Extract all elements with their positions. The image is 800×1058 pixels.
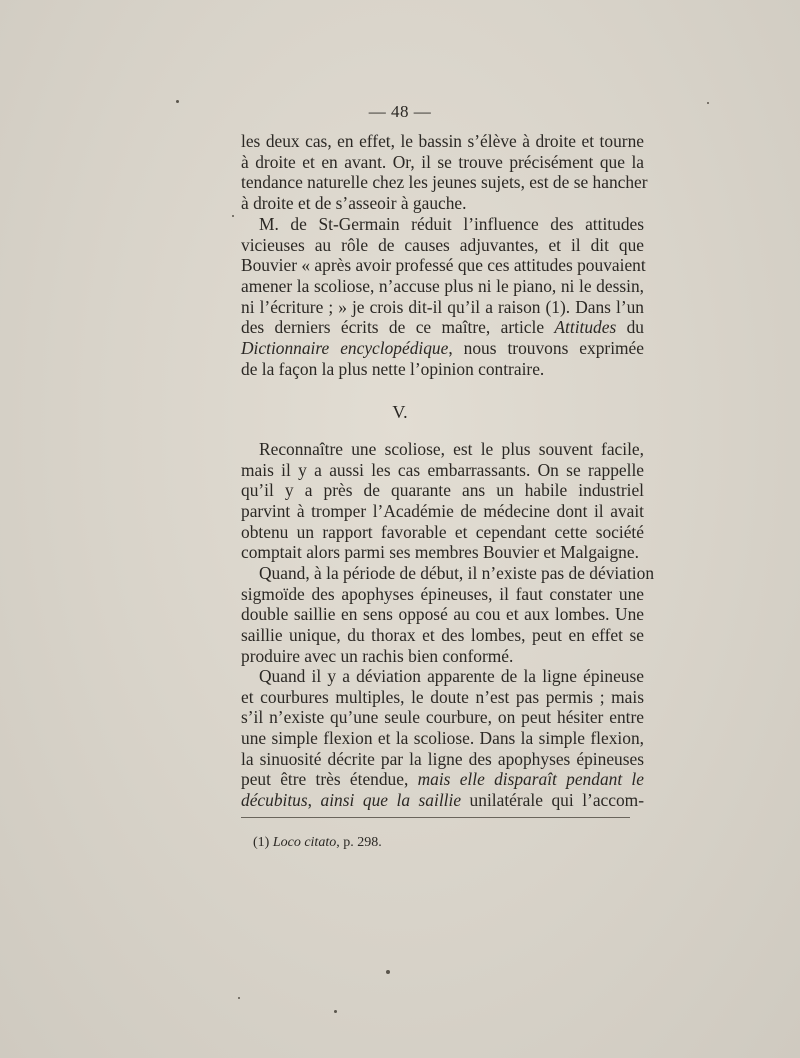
text-line: la sinuosité décrite par la ligne des apophyses épineuses <box>241 748 644 769</box>
text-line: produire avec un rachis bien conformé. <box>241 645 514 666</box>
text-line: les deux cas, en effet, le bassin s’élève à droite et tourne <box>241 131 644 151</box>
text-line <box>241 769 644 790</box>
text-span: des derniers écrits de ce maître, article <box>241 317 555 338</box>
text-line: double saillie en sens opposé au cou et aux lombes. Une <box>241 604 644 625</box>
text-line: Quand il y a déviation apparente de la ligne épineuse <box>259 666 644 686</box>
footnote-italic: Loco citato <box>272 835 337 850</box>
footnote <box>253 835 382 851</box>
text-line: Quand, à la période de début, il n’existe pas de déviation <box>259 563 655 583</box>
italic-span: décubitus <box>241 790 308 811</box>
text-line: sigmoïde des apophyses épineuses, il faut constater une <box>241 583 644 604</box>
text-line: obtenu un rapport favorable et cependant cette société <box>241 521 644 542</box>
page-number: — 48 — <box>368 102 432 121</box>
italic-term-attitudes: Attitudes <box>554 317 617 338</box>
text-line: à droite et en avant. Or, il se trouve précisément que la <box>241 151 644 172</box>
section-heading: V. <box>392 402 408 422</box>
text-span: , <box>307 790 321 811</box>
italic-span: mais elle disparaît pendant le <box>417 769 644 790</box>
paragraph-st-germain <box>241 214 644 380</box>
text-span: du <box>616 317 644 338</box>
text-line: ni l’écriture ; » je crois dit-il qu’il a raison (1). Dans l’un <box>241 296 644 317</box>
paragraph-reconnaitre <box>241 439 644 563</box>
text-line: Bouvier « après avoir professé que ces attitudes pouvaient <box>241 255 646 276</box>
paper-speck <box>707 102 709 104</box>
text-line: Reconnaître une scoliose, est le plus souvent facile, <box>259 439 644 459</box>
text-line: mais il y a aussi les cas embarrassants. On se rappelle <box>241 459 644 480</box>
text-line: et courbures multiples, le doute n’est pas permis ; mais <box>241 686 644 707</box>
paragraph-periode-debut <box>241 563 655 666</box>
paper-speck <box>386 970 390 974</box>
footnote-rule <box>241 817 630 818</box>
paragraph-deviation <box>241 666 644 811</box>
text-span: unilatérale qui l’accom- <box>461 790 644 811</box>
text-line: à droite et de s’asseoir à gauche. <box>241 193 467 214</box>
text-line: tendance naturelle chez les jeunes sujets, est de se hancher <box>241 172 648 193</box>
text-span: peut être très étendue, <box>241 769 418 790</box>
paper-speck <box>334 1010 337 1013</box>
text-line <box>241 790 644 811</box>
footnote-text: , p. 298. <box>336 835 382 850</box>
paper-speck <box>176 100 179 103</box>
text-line: comptait alors parmi ses membres Bouvier et Malgaigne. <box>241 542 639 563</box>
paragraph-continuation <box>241 131 648 214</box>
text-line: saillie unique, du thorax et des lombes, peut en effet se <box>241 625 644 646</box>
text-line: s’il n’existe qu’une seule courbure, on peut hésiter entre <box>241 707 644 728</box>
footnote-marker: (1) <box>253 835 273 850</box>
text-line: de la façon la plus nette l’opinion contraire. <box>241 358 545 379</box>
italic-title-dictionnaire: Dictionnaire encyclopédique <box>241 338 449 359</box>
text-line: vicieuses au rôle de causes adjuvantes, et il dit que <box>241 234 644 255</box>
text-span: , nous trouvons exprimée <box>448 338 644 359</box>
italic-span: ainsi que la saillie <box>320 790 462 811</box>
text-line: une simple flexion et la scoliose. Dans la simple flexion, <box>241 728 644 749</box>
paper-speck <box>232 215 234 217</box>
text-line: parvint à tromper l’Académie de médecine dont il avait <box>241 501 644 522</box>
text-line: amener la scoliose, n’accuse plus ni le piano, ni le dessin, <box>241 276 644 297</box>
text-line <box>241 338 644 359</box>
paper-speck <box>238 997 240 999</box>
text-line <box>241 317 644 338</box>
text-line: M. de St-Germain réduit l’influence des attitudes <box>259 214 644 234</box>
text-line: qu’il y a près de quarante ans un habile industriel <box>241 480 644 501</box>
